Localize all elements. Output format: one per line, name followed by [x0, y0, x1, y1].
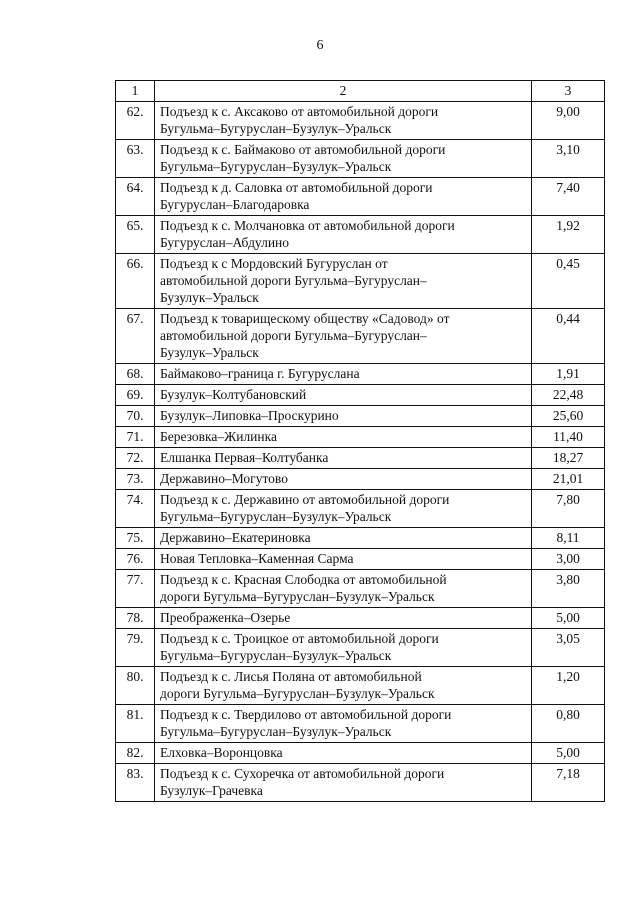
row-number: 67.: [116, 309, 155, 364]
road-length: 0,80: [532, 705, 605, 743]
road-name-line: дороги Бугульма–Бугуруслан–Бузулук–Уральск: [160, 589, 435, 604]
road-name: [155, 629, 532, 667]
road-name-line: Бугульма–Бугуруслан–Бузулук–Уральск: [160, 648, 392, 663]
table-row: [116, 448, 605, 469]
row-number: 80.: [116, 667, 155, 705]
road-length: 0,45: [532, 254, 605, 309]
roads-table: [115, 80, 605, 802]
table-row: [116, 764, 605, 802]
road-name-line: Преображенка–Озерье: [160, 610, 291, 625]
road-name-line: Подъезд к с. Молчановка от автомобильной дороги: [160, 218, 455, 233]
road-length: 3,10: [532, 140, 605, 178]
road-name-line: Подъезд к с. Сухоречка от автомобильной дороги: [160, 766, 445, 781]
table-row: [116, 216, 605, 254]
row-number: 69.: [116, 385, 155, 406]
row-number: 73.: [116, 469, 155, 490]
row-number: 65.: [116, 216, 155, 254]
road-name: [155, 469, 532, 490]
road-length: 11,40: [532, 427, 605, 448]
row-number: 75.: [116, 528, 155, 549]
road-name: [155, 385, 532, 406]
road-name-line: Бугульма–Бугуруслан–Бузулук–Уральск: [160, 159, 392, 174]
row-number: 79.: [116, 629, 155, 667]
road-name: [155, 570, 532, 608]
road-name-line: Елховка–Воронцовка: [160, 745, 283, 760]
road-name-line: автомобильной дороги Бугульма–Бугуруслан–: [160, 328, 427, 343]
road-length: 3,80: [532, 570, 605, 608]
road-name-line: Подъезд к д. Саловка от автомобильной дороги: [160, 180, 433, 195]
road-name-line: Подъезд к с. Троицкое от автомобильной дороги: [160, 631, 439, 646]
table-row: [116, 406, 605, 427]
road-name-line: Державино–Могутово: [160, 471, 288, 486]
road-name-line: Бугуруслан–Абдулино: [160, 235, 290, 250]
row-number: 62.: [116, 102, 155, 140]
row-number: 82.: [116, 743, 155, 764]
road-name-line: Березовка–Жилинка: [160, 429, 277, 444]
road-name-line: Бузулук–Уральск: [160, 345, 259, 360]
table-row: [116, 469, 605, 490]
road-length: 18,27: [532, 448, 605, 469]
table-row: [116, 178, 605, 216]
table-row: [116, 608, 605, 629]
road-name: [155, 309, 532, 364]
road-length: 1,92: [532, 216, 605, 254]
header-col-3: 3: [532, 81, 605, 102]
table-row: [116, 364, 605, 385]
table-row: [116, 140, 605, 178]
road-length: 1,20: [532, 667, 605, 705]
table-row: [116, 629, 605, 667]
road-name: [155, 549, 532, 570]
road-name-line: Бугуруслан–Благодаровка: [160, 197, 310, 212]
road-name: [155, 364, 532, 385]
road-name: [155, 490, 532, 528]
row-number: 72.: [116, 448, 155, 469]
row-number: 78.: [116, 608, 155, 629]
table-row: [116, 309, 605, 364]
road-length: 7,80: [532, 490, 605, 528]
road-length: 3,05: [532, 629, 605, 667]
road-name-line: Подъезд к с. Баймаково от автомобильной дороги: [160, 142, 446, 157]
road-name: [155, 528, 532, 549]
road-name: [155, 667, 532, 705]
road-length: 25,60: [532, 406, 605, 427]
road-length: 5,00: [532, 608, 605, 629]
road-name-line: Бугульма–Бугуруслан–Бузулук–Уральск: [160, 509, 392, 524]
road-name-line: дороги Бугульма–Бугуруслан–Бузулук–Уральск: [160, 686, 435, 701]
road-name-line: Бузулук–Уральск: [160, 290, 259, 305]
road-name-line: автомобильной дороги Бугульма–Бугуруслан–: [160, 273, 427, 288]
road-length: 7,40: [532, 178, 605, 216]
road-name-line: Подъезд к с. Твердилово от автомобильной дороги: [160, 707, 452, 722]
road-name-line: Бугульма–Бугуруслан–Бузулук–Уральск: [160, 724, 392, 739]
road-name-line: Подъезд к с Мордовский Бугуруслан от: [160, 256, 388, 271]
road-name-line: Бузулук–Грачевка: [160, 783, 263, 798]
table-row: [116, 490, 605, 528]
road-length: 0,44: [532, 309, 605, 364]
road-name-line: Подъезд к с. Державино от автомобильной дороги: [160, 492, 450, 507]
road-name-line: Бузулук–Липовка–Проскурино: [160, 408, 339, 423]
road-length: 1,91: [532, 364, 605, 385]
table-row: [116, 705, 605, 743]
road-name: [155, 406, 532, 427]
road-length: 5,00: [532, 743, 605, 764]
row-number: 63.: [116, 140, 155, 178]
road-name: [155, 764, 532, 802]
header-col-1: 1: [116, 81, 155, 102]
row-number: 74.: [116, 490, 155, 528]
road-length: 22,48: [532, 385, 605, 406]
road-name-line: Подъезд к с. Лисья Поляна от автомобильной: [160, 669, 422, 684]
table-row: [116, 254, 605, 309]
road-name-line: Баймаково–граница г. Бугуруслана: [160, 366, 360, 381]
row-number: 81.: [116, 705, 155, 743]
road-name-line: Подъезд к с. Аксаково от автомобильной дороги: [160, 104, 439, 119]
road-name: [155, 448, 532, 469]
page-number: 6: [316, 38, 324, 53]
table-row: [116, 102, 605, 140]
row-number: 71.: [116, 427, 155, 448]
row-number: 64.: [116, 178, 155, 216]
road-name-line: Подъезд к с. Красная Слободка от автомобильной: [160, 572, 447, 587]
table-body: [116, 102, 605, 802]
row-number: 76.: [116, 549, 155, 570]
row-number: 70.: [116, 406, 155, 427]
table-row: [116, 667, 605, 705]
road-length: 8,11: [532, 528, 605, 549]
road-name: [155, 254, 532, 309]
row-number: 68.: [116, 364, 155, 385]
road-name-line: Елшанка Первая–Колтубанка: [160, 450, 329, 465]
road-name: [155, 140, 532, 178]
table-row: [116, 570, 605, 608]
table-row: [116, 743, 605, 764]
road-name: [155, 102, 532, 140]
road-name: [155, 178, 532, 216]
table-row: [116, 385, 605, 406]
road-name-line: Новая Тепловка–Каменная Сарма: [160, 551, 354, 566]
road-length: 3,00: [532, 549, 605, 570]
row-number: 83.: [116, 764, 155, 802]
road-name: [155, 743, 532, 764]
road-name-line: Подъезд к товарищескому обществу «Садовод» от: [160, 311, 450, 326]
road-length: 21,01: [532, 469, 605, 490]
table-row: [116, 427, 605, 448]
road-name: [155, 216, 532, 254]
road-length: 9,00: [532, 102, 605, 140]
road-name: [155, 608, 532, 629]
row-number: 66.: [116, 254, 155, 309]
road-name-line: Бугульма–Бугуруслан–Бузулук–Уральск: [160, 121, 392, 136]
road-name-line: Бузулук–Колтубановский: [160, 387, 307, 402]
road-length: 7,18: [532, 764, 605, 802]
table-header-row: [116, 81, 605, 102]
road-name: [155, 705, 532, 743]
row-number: 77.: [116, 570, 155, 608]
road-name: [155, 427, 532, 448]
table-row: [116, 549, 605, 570]
table-row: [116, 528, 605, 549]
road-name-line: Державино–Екатериновка: [160, 530, 311, 545]
header-col-2: 2: [155, 81, 532, 102]
